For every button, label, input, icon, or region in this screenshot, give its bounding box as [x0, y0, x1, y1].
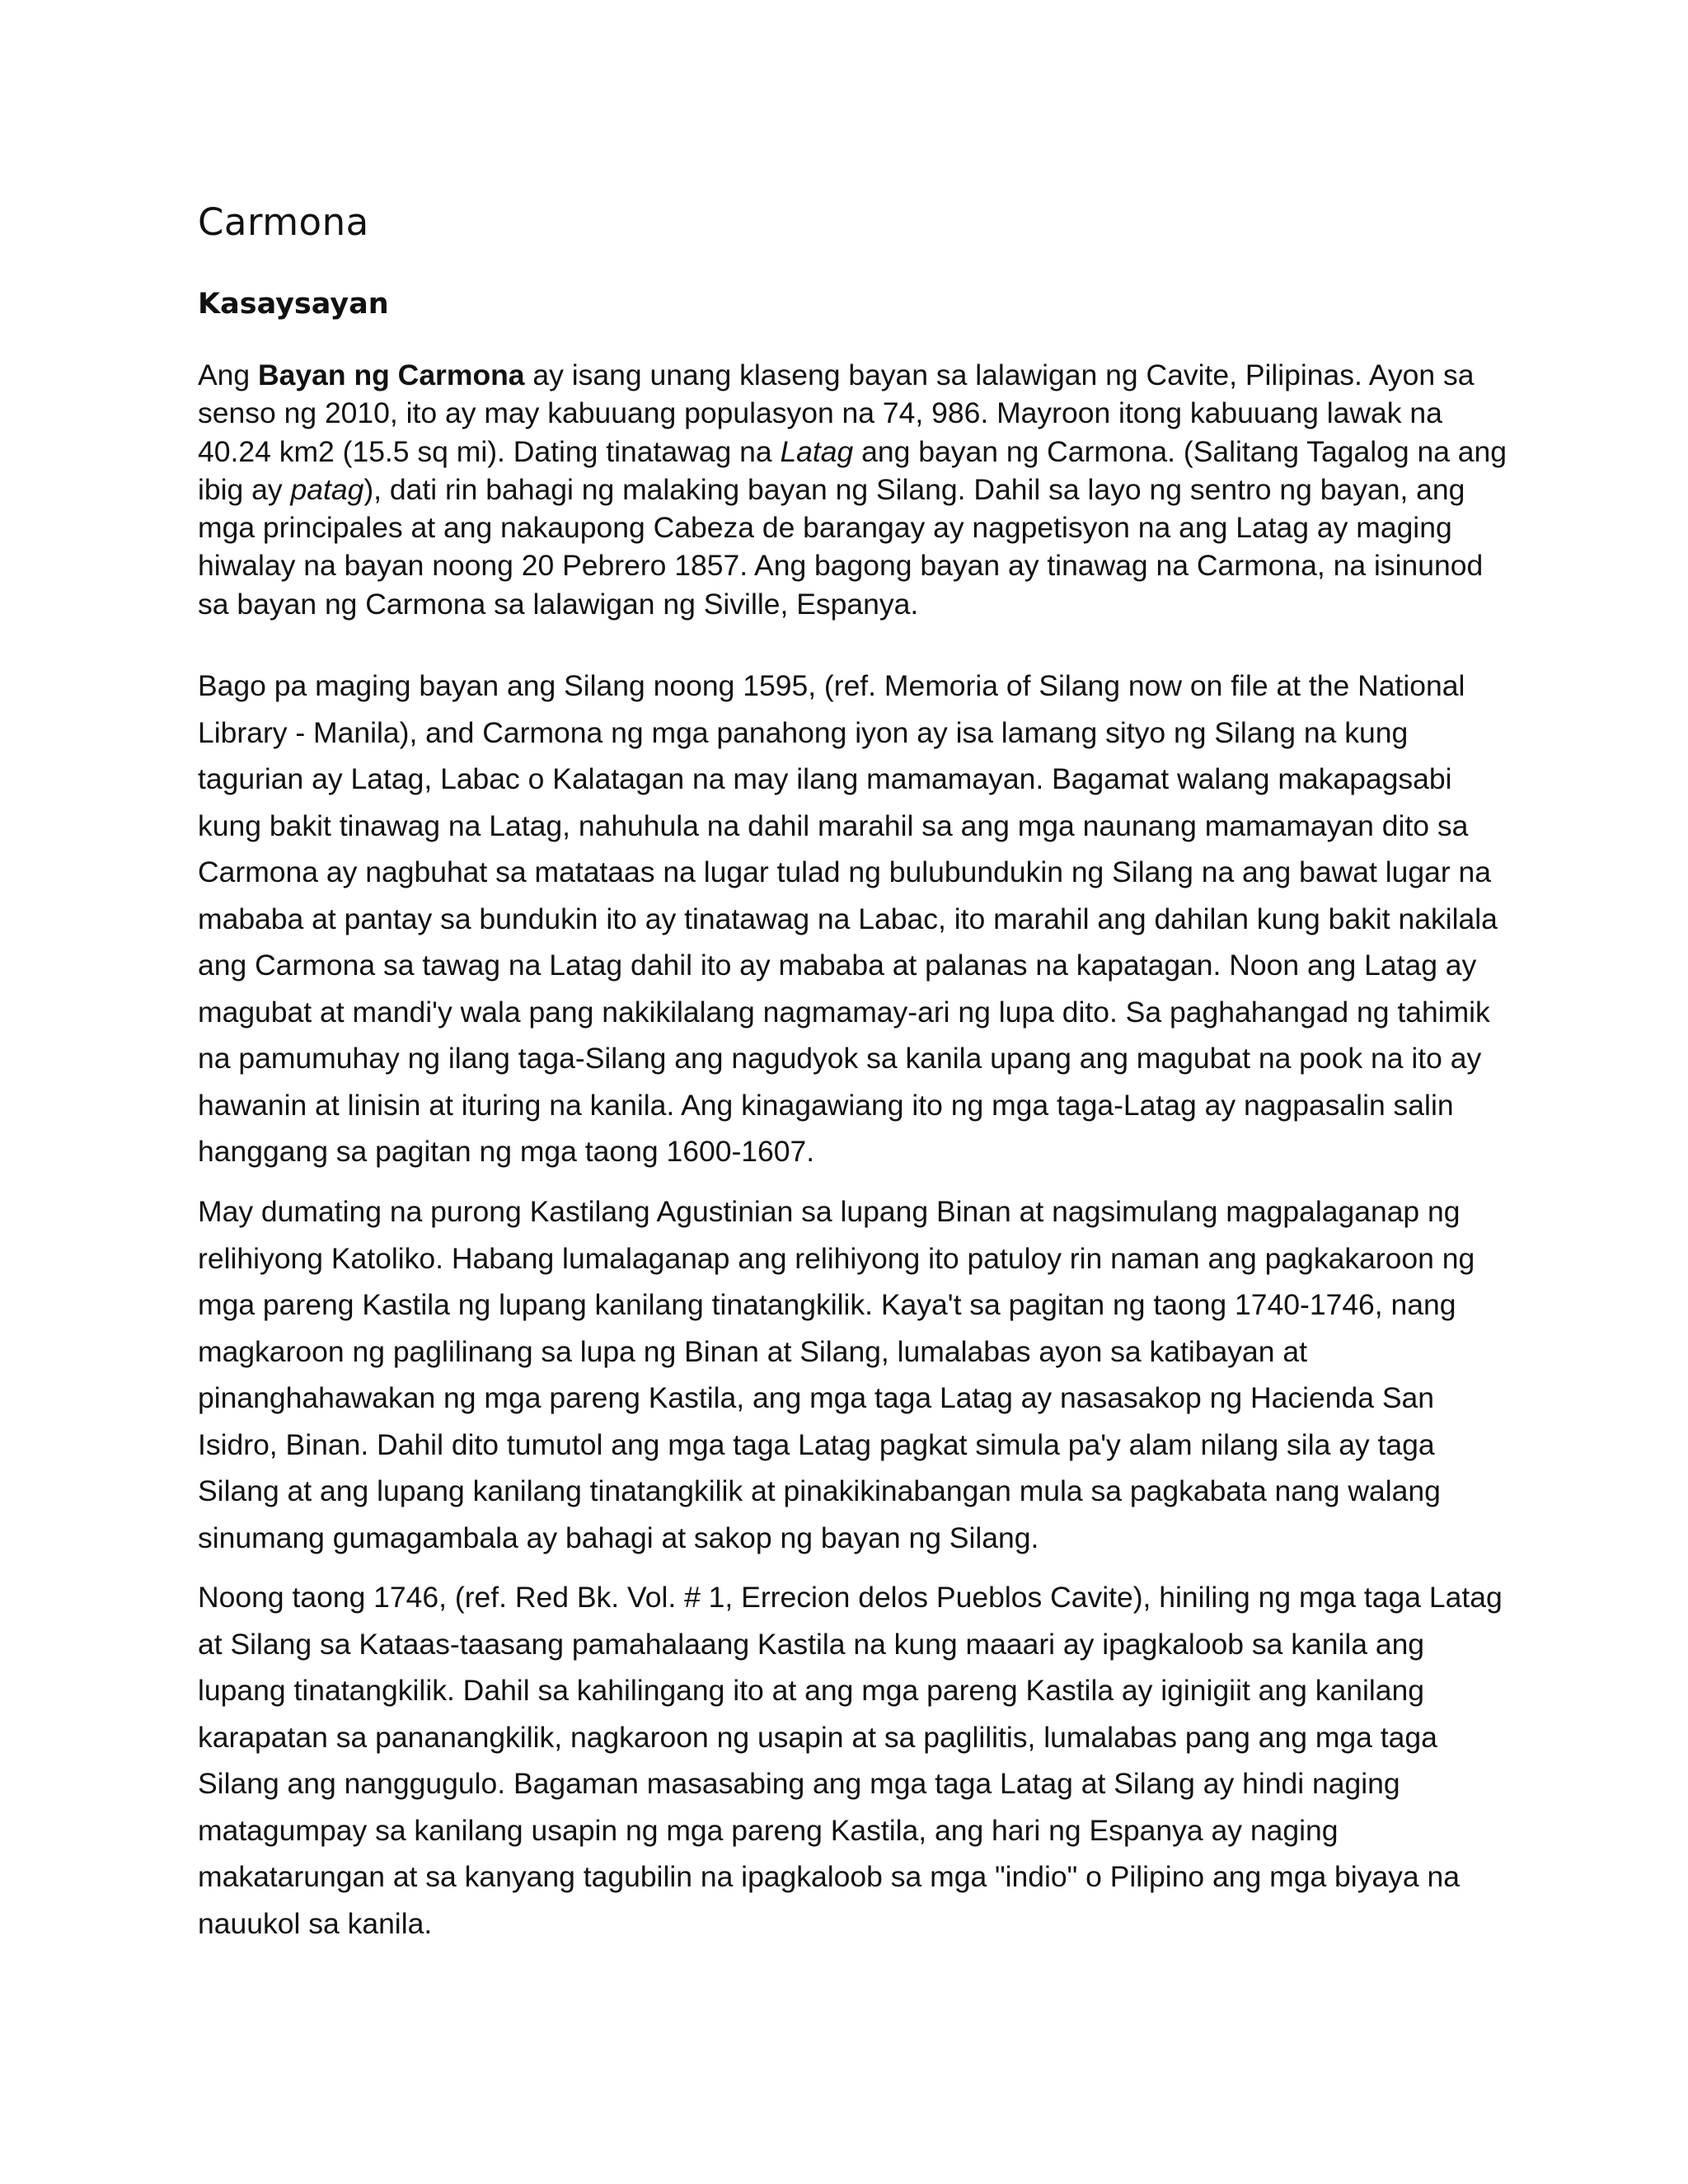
paragraph-intro-text-4: ), dati rin bahagi ng malaking bayan ng Silang. Dahil sa layo ng sentro ng bayan, ang mga principales at ang nakaupong Cabeza de barangay ay nagpetisyon na ang Latag ay maging hiwalay na bayan noong 20 Pebrero 1857. Ang bagong bayan ay tinawag na Carmona, na isinunod sa bayan ng Carmona sa lalawigan ng Siville, Espanya.: [198, 472, 1492, 621]
paragraph-history-2: May dumating na purong Kastilang Agustinian sa lupang Binan at nagsimulang magpalaganap ng relihiyong Katoliko. Habang lumalaganap ang relihiyong ito patuloy rin naman ang pagkakaroon ng mga pareng Kastila ng lupang kanilang tinatangkilik. Kaya't sa pagitan ng taong 1740-1746, nang magkaroon ng paglilinang sa lupa ng Binan at Silang, lumalabas ayon sa katibayan at pinanghahawakan ng mga pareng Kastila, ang mga taga Latag ay nasasakop ng Hacienda San Isidro, Binan. Dahil dito tumutol ang mga taga Latag pagkat simula pa'y alam nilang sila ay taga Silang at ang lupang kanilang tinatangkilik at pinakikinabangan mula sa pagkabata nang walang sinumang gumagambala ay bahagi at sakop ng bayan ng Silang.: [198, 1195, 1475, 1554]
document-title: Carmona: [198, 200, 369, 244]
paragraph-intro-text-2: ay isang unang klaseng bayan sa lalawigan ng Cavite, Pilipinas. Ayon sa senso ng 2010, ito ay may kabuuang populasyon na 74, 986. Mayroon itong kabuuang lawak na 40.24 km2 (15.5 sq mi). Dating tinatawag na: [198, 359, 1483, 468]
paragraph-intro-italic-2: patag: [290, 472, 364, 506]
paragraph-intro-bold: Bayan ng Carmona: [258, 359, 525, 391]
paragraph-intro: [198, 356, 1517, 623]
section-heading: Kasaysayan: [198, 288, 389, 321]
paragraph-intro-italic-1: Latag: [780, 434, 854, 468]
paragraph-intro-text-3: ang bayan ng Carmona. (Salitang Tagalog na ang ibig ay: [198, 434, 1515, 506]
paragraph-history-1: Bago pa maging bayan ang Silang noong 1595, (ref. Memoria of Silang now on file at the National Library - Manila), and Carmona ng mga panahong iyon ay isa lamang sityo ng Silang na kung tagurian ay Latag, Labac o Kalatagan na may ilang mamamayan. Bagamat walang makapagsabi kung bakit tinawag na Latag, nahuhula na dahil marahil sa ang mga naunang mamamayan dito sa Carmona ay nagbuhat sa matataas na lugar tulad ng bulubundukin ng Silang na ang bawat lugar na mababa at pantay sa bundukin ito ay tinatawag na Labac, ito marahil ang dahilan kung bakit nakilala ang Carmona sa tawag na Latag dahil ito ay mababa at palanas na kapatagan. Noon ang Latag ay magubat at mandi'y wala pang nakikilalang nagmamay-ari ng lupa dito. Sa paghahangad ng tahimik na pamumuhay ng ilang taga-Silang ang nagudyok sa kanila upang ang magubat na pook na ito ay hawanin at linisin at ituring na kanila. Ang kinagawiang ito ng mga taga-Latag ay nagpasalin salin hanggang sa pagitan ng mga taong 1600-1607.: [198, 669, 1498, 1168]
paragraph-intro-text-1: Ang: [198, 359, 259, 391]
paragraph-history-3: Noong taong 1746, (ref. Red Bk. Vol. # 1, Errecion delos Pueblos Cavite), hiniling ng mga taga Latag at Silang sa Kataas-taasang pamahalaang Kastila na kung maaari ay ipagkaloob sa kanila ang lupang tinatangkilik. Dahil sa kahilingang ito at ang mga pareng Kastila ay iginigiit ang kanilang karapatan sa pananangkilik, nagkaroon ng usapin at sa paglilitis, lumalabas pang ang mga taga Silang ang nanggugulo. Bagaman masasabing ang mga taga Latag at Silang ay hindi naging matagumpay sa kanilang usapin ng mga pareng Kastila, ang hari ng Espanya ay naging makatarungan at sa kanyang tagubilin na ipagkaloob sa mga "indio" o Pilipino ang mga biyaya na nauukol sa kanila.: [198, 1581, 1503, 1940]
